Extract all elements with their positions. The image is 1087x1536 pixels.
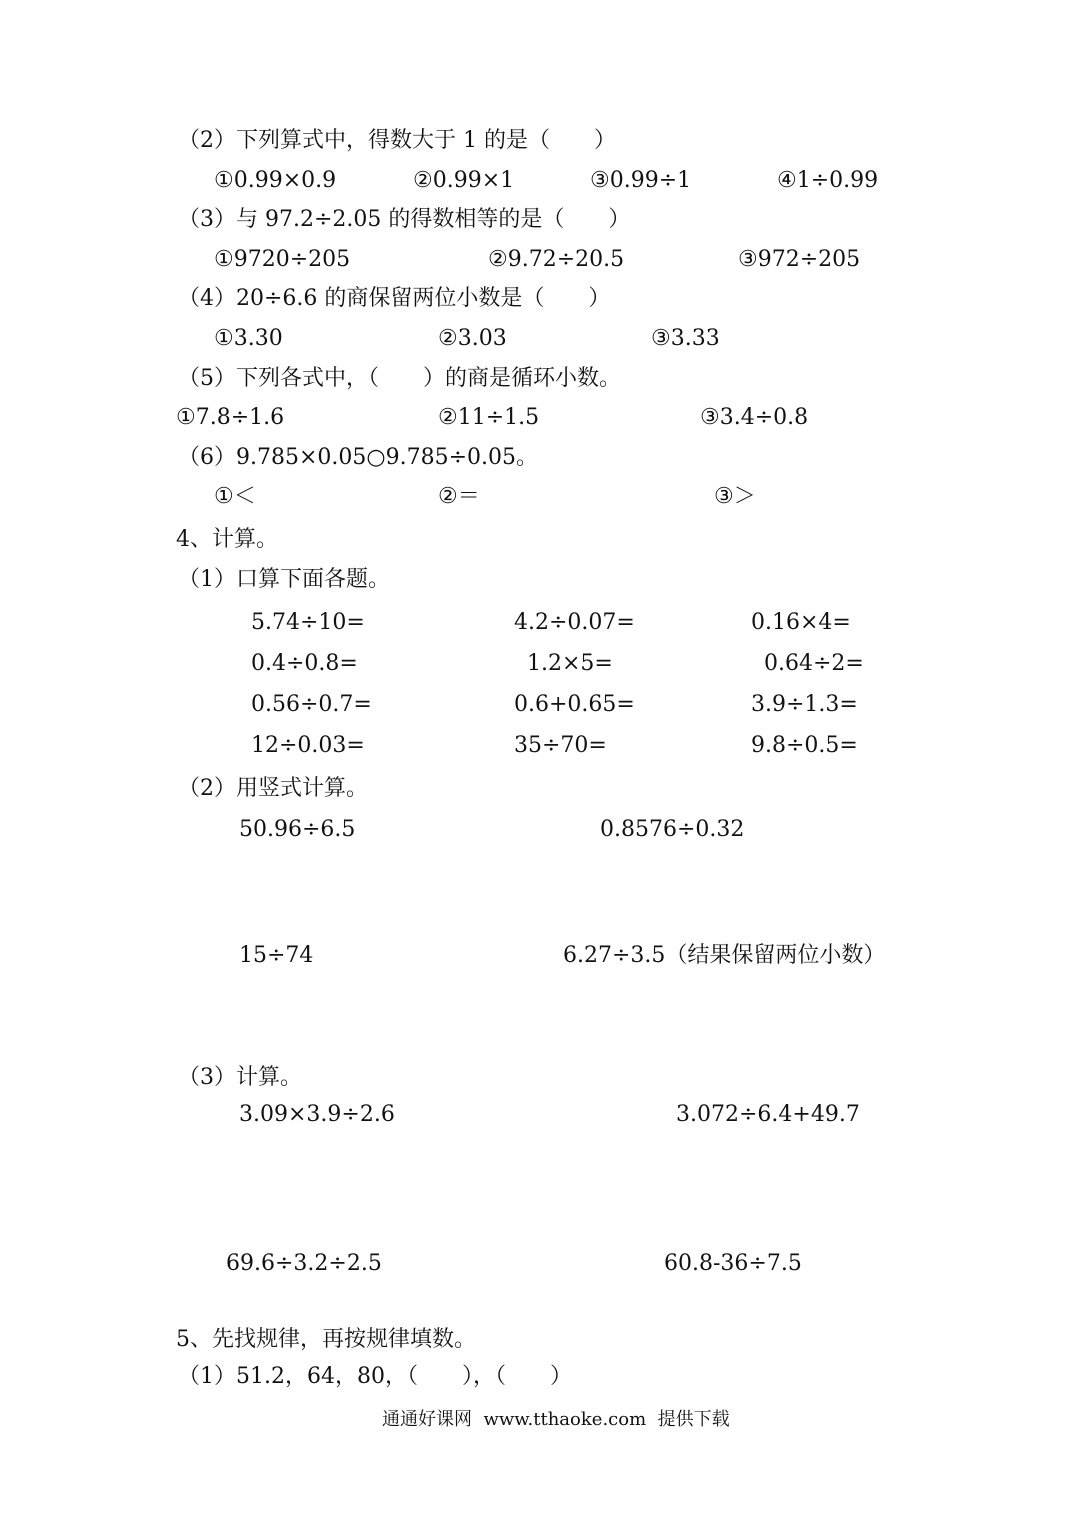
q3-2-option-1: ①0.99×0.9 [214, 168, 337, 193]
q3-4-stem: （4）20÷6.6 的商保留两位小数是（ ） [178, 286, 611, 311]
oral-item: 12÷0.03= [251, 733, 365, 758]
q5-heading: 5、先找规律，再按规律填数。 [176, 1327, 476, 1352]
q3-3-option-2: ②9.72÷20.5 [488, 247, 625, 272]
q4-2-stem: （2）用竖式计算。 [178, 776, 368, 801]
vertical-item: 0.8576÷0.32 [600, 817, 745, 842]
q5-1-sequence: （1）51.2，64，80，（ ），（ ） [178, 1364, 572, 1389]
oral-item: 5.74÷10= [251, 610, 365, 635]
q3-5-option-1: ①7.8÷1.6 [176, 405, 285, 430]
compute-item: 69.6÷3.2÷2.5 [226, 1251, 382, 1276]
q3-6-option-1: ①＜ [214, 484, 256, 509]
q4-1-stem: （1）口算下面各题。 [178, 567, 390, 592]
q3-6-option-2: ②＝ [438, 484, 480, 509]
oral-item: 0.64÷2= [764, 651, 864, 676]
vertical-item: 50.96÷6.5 [239, 817, 356, 842]
q3-5-stem: （5）下列各式中，（ ）的商是循环小数。 [178, 366, 621, 391]
oral-item: 35÷70= [514, 733, 607, 758]
q3-2-stem: （2）下列算式中，得数大于 1 的是（ ） [178, 128, 616, 153]
q3-3-stem: （3）与 97.2÷2.05 的得数相等的是（ ） [178, 207, 631, 232]
compute-item: 3.09×3.9÷2.6 [239, 1102, 395, 1127]
q3-5-option-3: ③3.4÷0.8 [700, 405, 809, 430]
oral-item: 0.16×4= [751, 610, 851, 635]
q3-5-option-2: ②11÷1.5 [438, 405, 540, 430]
q3-2-option-2: ②0.99×1 [413, 168, 515, 193]
vertical-item: 15÷74 [239, 943, 314, 968]
oral-item: 0.6+0.65= [514, 692, 635, 717]
q3-2-option-4: ④1÷0.99 [777, 168, 879, 193]
q3-4-option-3: ③3.33 [651, 326, 720, 351]
q3-4-option-1: ①3.30 [214, 326, 283, 351]
oral-item: 1.2×5= [527, 651, 613, 676]
oral-item: 9.8÷0.5= [751, 733, 858, 758]
oral-item: 0.4÷0.8= [251, 651, 358, 676]
footer-credit: 通通好课网 www.tthaoke.com 提供下载 [382, 1409, 730, 1430]
q3-3-option-1: ①9720÷205 [214, 247, 351, 272]
q3-2-option-3: ③0.99÷1 [590, 168, 692, 193]
q3-6-stem: （6）9.785×0.05○9.785÷0.05。 [178, 445, 538, 470]
q4-3-stem: （3）计算。 [178, 1065, 302, 1090]
q3-6-option-3: ③＞ [714, 484, 756, 509]
vertical-item: 6.27÷3.5（结果保留两位小数） [563, 943, 886, 968]
oral-item: 3.9÷1.3= [751, 692, 858, 717]
oral-item: 0.56÷0.7= [251, 692, 372, 717]
q4-heading: 4、计算。 [176, 527, 278, 552]
q3-4-option-2: ②3.03 [438, 326, 507, 351]
compute-item: 60.8-36÷7.5 [664, 1251, 802, 1276]
q3-3-option-3: ③972÷205 [738, 247, 861, 272]
compute-item: 3.072÷6.4+49.7 [676, 1102, 860, 1127]
oral-item: 4.2÷0.07= [514, 610, 635, 635]
